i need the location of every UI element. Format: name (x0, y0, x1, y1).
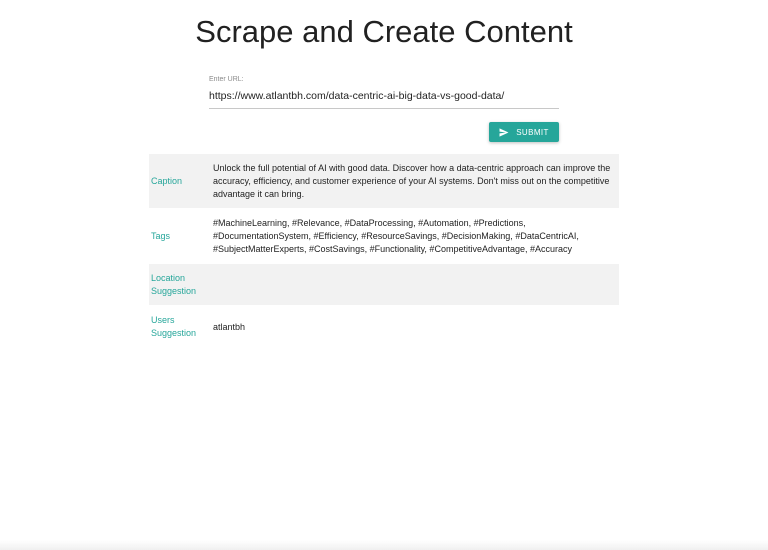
caption-label: Caption (151, 175, 183, 186)
result-row-tags (149, 208, 619, 264)
result-row-location (149, 264, 619, 305)
send-icon (499, 128, 509, 137)
url-label: Enter URL: (209, 76, 244, 83)
url-field-group (209, 76, 559, 109)
bottom-edge-shadow (0, 540, 768, 550)
users-value: atlantbh (213, 321, 246, 332)
location-label: Location Suggestion (151, 272, 197, 296)
caption-value: Unlock the full potential of AI with good data. Discover how a data-centric approach can improve the accuracy, efficiency, and customer experience of your AI systems. Don't miss out on the competitive advantage it can bring. (213, 162, 611, 199)
tags-label: Tags (151, 230, 171, 241)
results-table (149, 154, 619, 349)
page-title: Scrape and Create Content (195, 14, 573, 49)
result-row-caption (149, 154, 619, 208)
submit-button[interactable] (489, 122, 559, 142)
users-label: Users Suggestion (151, 315, 197, 338)
submit-button-label: SUBMIT (516, 127, 549, 137)
result-row-users (149, 305, 619, 349)
url-input[interactable] (209, 90, 559, 109)
tags-value: #MachineLearning, #Relevance, #DataProcessing, #Automation, #Predictions, #DocumentationSystem, #Efficiency, #ResourceSavings, #DecisionMaking, #DataCentricAI, #SubjectMatterExperts, #CostSavings, #Functionality, #CompetitiveAdvantage, #Accuracy (213, 217, 579, 254)
